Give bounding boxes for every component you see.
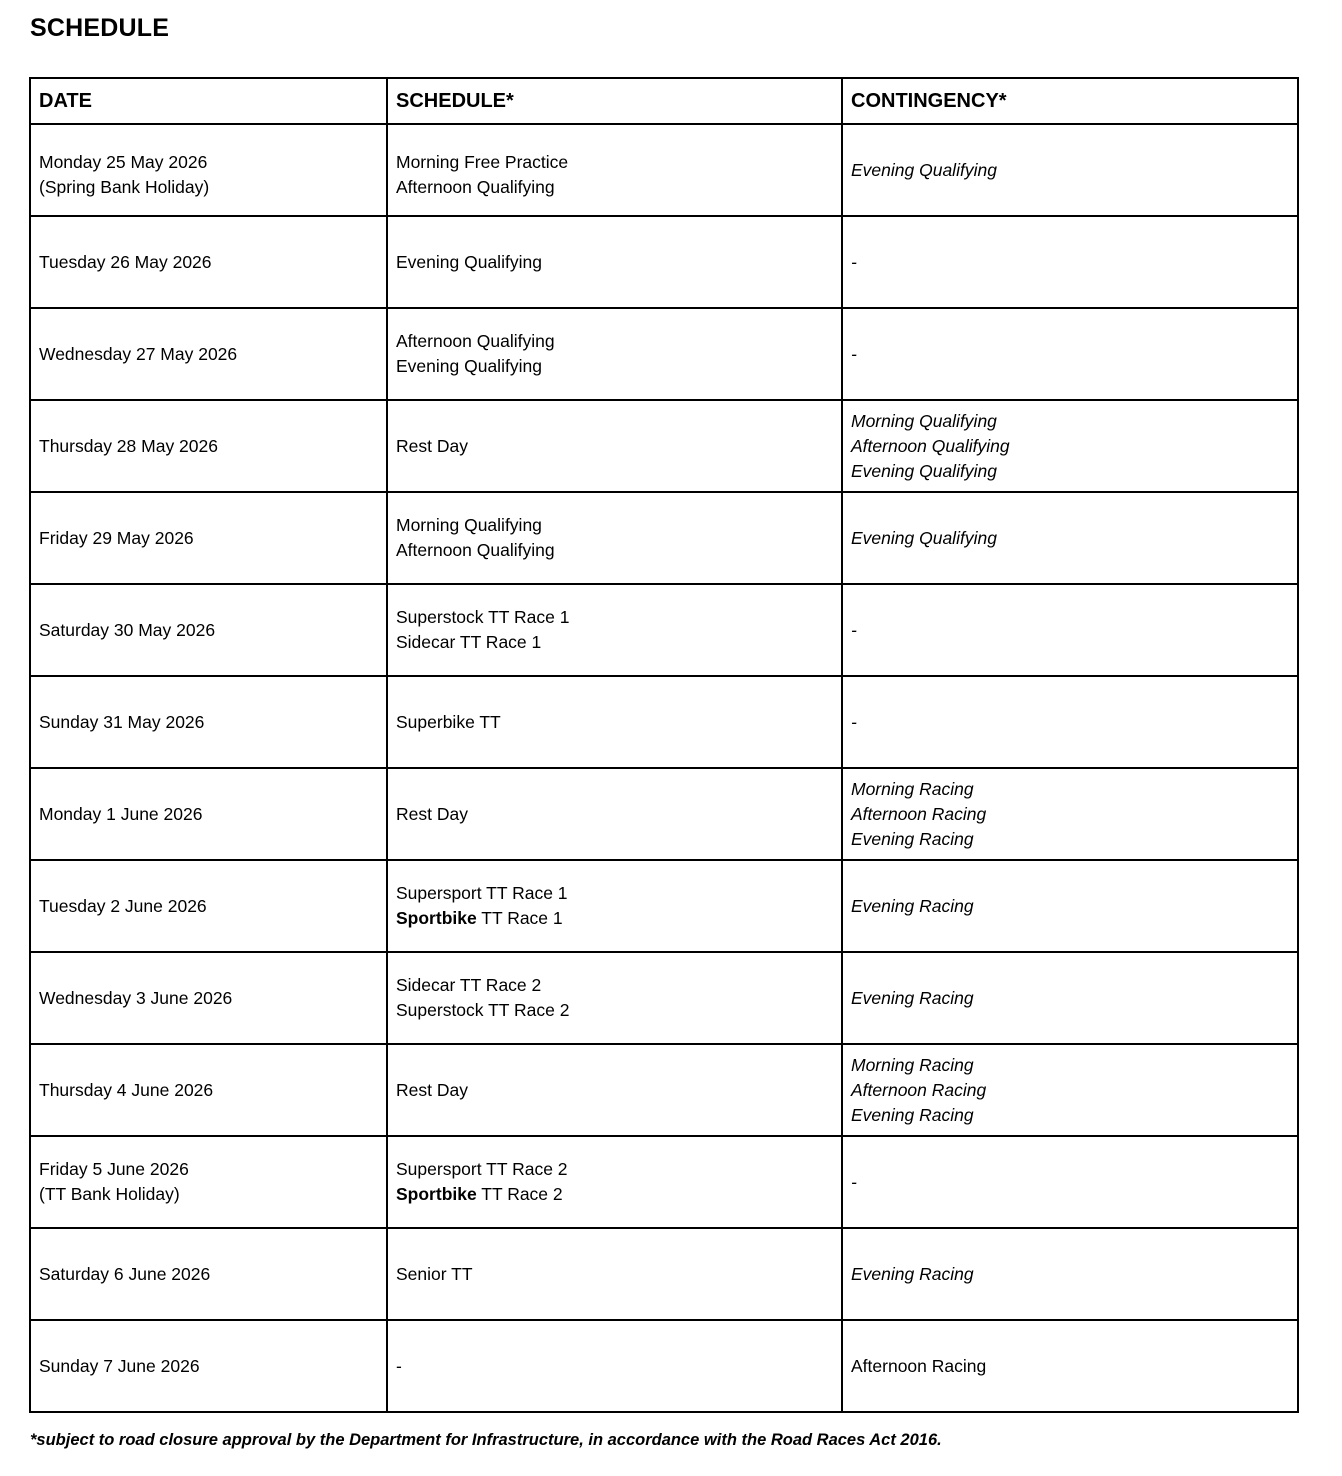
schedule-line: Morning Free Practice [396,152,569,172]
cell-schedule [387,1228,842,1320]
table-row [30,400,1298,492]
cell-contingency [842,1228,1298,1320]
date-line: (Spring Bank Holiday) [39,177,210,197]
contingency-line: Evening Racing [851,895,974,916]
cell-schedule [387,1044,842,1136]
cell-schedule [387,768,842,860]
cell-schedule [387,216,842,308]
table-row [30,124,1298,216]
cell-schedule [387,1136,842,1228]
contingency-line: Morning Racing [851,1054,974,1075]
schedule-line [396,906,833,931]
schedule-line [396,1182,833,1207]
column-header-date-label: DATE [39,90,92,112]
column-header-contingency-label: CONTINGENCY* [851,90,1007,112]
cell-date [30,216,387,308]
date-line: Sunday 31 May 2026 [39,711,205,732]
date-line: Tuesday 2 June 2026 [39,895,207,916]
cell-date [30,584,387,676]
contingency-line: Morning Racing [851,778,974,799]
schedule-line: Senior TT [396,1263,473,1284]
schedule-line: Superstock TT Race 1 [396,607,570,627]
cell-date [30,768,387,860]
schedule-line: Rest Day [396,803,468,824]
cell-contingency [842,860,1298,952]
column-header-date [30,78,387,124]
contingency-line: Morning Qualifying [851,410,997,431]
table-row [30,1136,1298,1228]
cell-schedule [387,492,842,584]
cell-contingency [842,1136,1298,1228]
cell-date [30,1320,387,1412]
date-line: Thursday 4 June 2026 [39,1079,214,1100]
cell-contingency [842,216,1298,308]
schedule-line: Afternoon Qualifying [396,331,555,351]
schedule-line: Evening Qualifying [396,356,542,376]
schedule-line: - [396,1355,402,1376]
table-row [30,1044,1298,1136]
contingency-line: Evening Racing [851,1104,974,1125]
cell-contingency [842,124,1298,216]
cell-contingency [842,1320,1298,1412]
contingency-line: Afternoon Racing [851,803,987,824]
cell-date [30,492,387,584]
table-row [30,1228,1298,1320]
cell-date [30,860,387,952]
cell-date [30,308,387,400]
cell-date [30,400,387,492]
contingency-line: - [851,1171,857,1192]
date-line: Friday 5 June 2026 [39,1159,189,1179]
schedule-line: Morning Qualifying [396,515,542,535]
cell-date [30,1044,387,1136]
date-line: Saturday 6 June 2026 [39,1263,211,1284]
cell-contingency [842,584,1298,676]
table-row [30,676,1298,768]
cell-contingency [842,1044,1298,1136]
date-line: Monday 1 June 2026 [39,803,203,824]
cell-schedule [387,1320,842,1412]
contingency-line: Evening Racing [851,987,974,1008]
contingency-line: - [851,711,857,732]
table-row [30,952,1298,1044]
table-row [30,1320,1298,1412]
contingency-line: Evening Racing [851,828,974,849]
column-header-schedule-label: SCHEDULE* [396,90,514,112]
table-row [30,768,1298,860]
date-line: Wednesday 3 June 2026 [39,987,233,1008]
schedule-table [29,77,1299,1413]
cell-schedule [387,860,842,952]
cell-schedule [387,584,842,676]
page-title: SCHEDULE [30,14,170,42]
contingency-line: Afternoon Qualifying [851,435,1010,456]
contingency-line: - [851,619,857,640]
date-line: Saturday 30 May 2026 [39,619,216,640]
contingency-line: Evening Racing [851,1263,974,1284]
schedule-line-rest: TT Race 2 [476,1184,563,1204]
schedule-line: Supersport TT Race 1 [396,883,568,903]
cell-schedule [387,308,842,400]
contingency-line: Afternoon Racing [851,1355,987,1376]
table-header-row [30,78,1298,124]
table-body [30,124,1298,1412]
cell-schedule [387,400,842,492]
table-row [30,216,1298,308]
cell-schedule [387,952,842,1044]
cell-date [30,124,387,216]
schedule-line: Sidecar TT Race 1 [396,632,542,652]
contingency-line: Evening Qualifying [851,527,997,548]
date-line: Sunday 7 June 2026 [39,1355,200,1376]
contingency-line: - [851,251,857,272]
table-row [30,492,1298,584]
date-line: (TT Bank Holiday) [39,1184,180,1204]
contingency-line: - [851,343,857,364]
contingency-line: Evening Qualifying [851,460,997,481]
contingency-line: Afternoon Racing [851,1079,987,1100]
cell-schedule [387,124,842,216]
schedule-line: Afternoon Qualifying [396,540,555,560]
cell-date [30,676,387,768]
cell-schedule [387,676,842,768]
date-line: Wednesday 27 May 2026 [39,343,238,364]
schedule-line: Evening Qualifying [396,251,542,272]
schedule-line: Supersport TT Race 2 [396,1159,568,1179]
schedule-line: Rest Day [396,435,468,456]
schedule-line-emphasis: Sportbike [396,1184,477,1204]
cell-date [30,1228,387,1320]
schedule-line-rest: TT Race 1 [476,908,563,928]
cell-contingency [842,308,1298,400]
date-line: Thursday 28 May 2026 [39,435,218,456]
schedule-line-emphasis: Sportbike [396,908,477,928]
cell-contingency [842,492,1298,584]
cell-contingency [842,768,1298,860]
cell-contingency [842,676,1298,768]
footnote: *subject to road closure approval by the Department for Infrastructure, in accordance with the Road Races Act 2016. [30,1431,942,1449]
cell-contingency [842,952,1298,1044]
schedule-line: Superstock TT Race 2 [396,1000,570,1020]
table-row [30,308,1298,400]
column-header-schedule [387,78,842,124]
column-header-contingency [842,78,1298,124]
date-line: Monday 25 May 2026 [39,152,208,172]
schedule-line: Superbike TT [396,711,501,732]
schedule-line: Rest Day [396,1079,468,1100]
schedule-line: Sidecar TT Race 2 [396,975,542,995]
cell-date [30,952,387,1044]
table-row [30,584,1298,676]
cell-contingency [842,400,1298,492]
date-line: Tuesday 26 May 2026 [39,251,212,272]
cell-date [30,1136,387,1228]
schedule-line: Afternoon Qualifying [396,177,555,197]
contingency-line: Evening Qualifying [851,159,997,180]
table-row [30,860,1298,952]
date-line: Friday 29 May 2026 [39,527,194,548]
